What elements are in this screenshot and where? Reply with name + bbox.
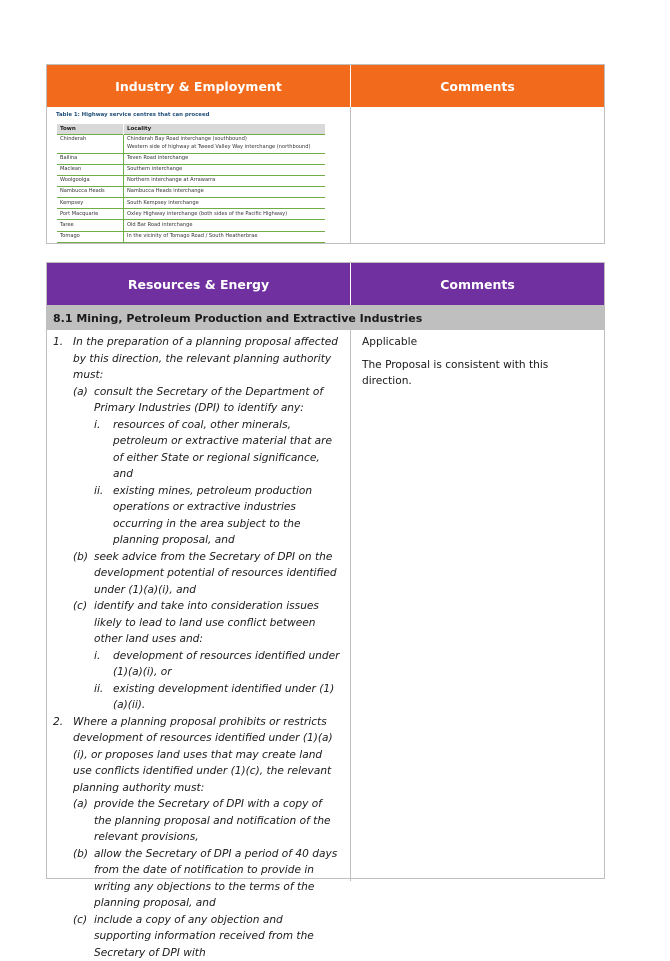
list-text: provide the Secretary of DPI with a copy of the planning proposal and notification of the relevant provisions, (94, 796, 342, 846)
list-text: In the preparation of a planning proposal affected by this direction, the relevant planning authority must: (73, 334, 342, 384)
list-marker: 1. (53, 334, 73, 384)
locality-line: South Kempsey interchange (127, 200, 322, 207)
highway-service-centres-figure (47, 107, 351, 243)
list-item (53, 648, 342, 681)
list-text: seek advice from the Secretary of DPI on the development potential of resources identified under (1)(a)(i), and (94, 549, 342, 599)
column-header-town: Town (57, 124, 124, 135)
locality-cell (124, 175, 326, 186)
industry-header-row (47, 65, 604, 107)
table-row (57, 175, 325, 186)
locality-cell (124, 209, 326, 220)
consistency-comment: The Proposal is consistent with this direction. (362, 357, 596, 390)
embedded-table-caption: Table 1: Highway service centres that can proceed (56, 112, 342, 118)
list-marker: i. (94, 648, 113, 681)
resources-comments-header: Comments (351, 263, 604, 305)
table-row (57, 153, 325, 164)
locality-line: Teven Road interchange (127, 155, 322, 162)
list-marker: ii. (94, 681, 113, 714)
table-row (57, 187, 325, 198)
list-marker: (a) (73, 384, 94, 417)
list-text: existing mines, petroleum production operations or extractive industries occurring in the area subject to the planning proposal, and (113, 483, 342, 549)
locality-cell (124, 198, 326, 209)
industry-comments-header: Comments (351, 65, 604, 107)
column-header-locality: Locality (124, 124, 326, 135)
industry-employment-table (46, 64, 605, 244)
resources-header-row (47, 263, 604, 305)
list-marker: ii. (94, 483, 113, 549)
list-text: resources of coal, other minerals, petroleum or extractive material that are of either State or regional significance, and (113, 417, 342, 483)
list-marker: (c) (73, 912, 94, 961)
town-cell: Chinderah (57, 135, 124, 154)
table-row (57, 164, 325, 175)
list-text: development of resources identified under (1)(a)(i), or (113, 648, 342, 681)
list-item (53, 714, 342, 797)
locality-cell (124, 220, 326, 231)
list-text: Where a planning proposal prohibits or restricts development of resources identified under (1)(a)(i), or proposes land uses that may create land use conflicts identified under (1)(c), the relevant planning authority must: (73, 714, 342, 797)
list-item (53, 846, 342, 912)
list-item (53, 384, 342, 417)
list-text: include a copy of any objection and supporting information received from the Secretary of DPI with (94, 912, 342, 961)
locality-line: Nambucca Heads interchange (127, 188, 322, 195)
table-row (57, 135, 325, 154)
town-cell: Tomago (57, 231, 124, 242)
industry-content-row (47, 107, 604, 243)
list-marker: (c) (73, 598, 94, 648)
resources-energy-table (46, 262, 605, 879)
list-item (53, 598, 342, 648)
industry-comments-cell (351, 107, 604, 243)
locality-line: Oxley Highway interchange (both sides of the Pacific Highway) (127, 211, 322, 218)
list-marker: (b) (73, 846, 94, 912)
list-marker: (b) (73, 549, 94, 599)
list-text: allow the Secretary of DPI a period of 40 days from the date of notification to provide in writing any objections to the terms of the planning proposal, and (94, 846, 342, 912)
table-row (57, 209, 325, 220)
list-item (53, 912, 342, 961)
town-cell: Ballina (57, 153, 124, 164)
direction-comments (351, 330, 604, 881)
locality-cell (124, 135, 326, 154)
locality-cell (124, 187, 326, 198)
list-item (53, 681, 342, 714)
town-cell: Woolgoolga (57, 175, 124, 186)
locality-line: Chinderah Bay Road interchange (southbound) (127, 136, 322, 143)
list-marker: (a) (73, 796, 94, 846)
locality-cell (124, 231, 326, 242)
list-item (53, 549, 342, 599)
town-cell: Maclean (57, 164, 124, 175)
list-text: consult the Secretary of the Department of Primary Industries (DPI) to identify any: (94, 384, 342, 417)
table-row (57, 220, 325, 231)
town-cell: Taree (57, 220, 124, 231)
table-row (57, 198, 325, 209)
industry-header-title: Industry & Employment (47, 65, 351, 107)
list-text: existing development identified under (1)(a)(ii). (113, 681, 342, 714)
list-item (53, 334, 342, 384)
direction-row (47, 330, 604, 881)
applicability-status: Applicable (362, 334, 596, 351)
locality-cell (124, 153, 326, 164)
locality-line: Old Bar Road interchange (127, 222, 322, 229)
town-cell: Kempsey (57, 198, 124, 209)
table-row (57, 231, 325, 242)
list-item (53, 417, 342, 483)
town-cell: Port Macquarie (57, 209, 124, 220)
town-cell: Nambucca Heads (57, 187, 124, 198)
resources-header-title: Resources & Energy (47, 263, 351, 305)
highway-service-centres-table (57, 124, 325, 243)
locality-line: In the vicinity of Tomago Road / South Heatherbrae (127, 233, 322, 240)
list-item (53, 796, 342, 846)
section-heading-8-1: 8.1 Mining, Petroleum Production and Extractive Industries (47, 305, 604, 330)
locality-line: Western side of highway at Tweed Valley Way interchange (northbound) (127, 144, 322, 151)
list-marker: 2. (53, 714, 73, 797)
direction-text (47, 330, 351, 881)
locality-cell (124, 164, 326, 175)
list-item (53, 483, 342, 549)
list-text: identify and take into consideration issues likely to lead to land use conflict between other land uses and: (94, 598, 342, 648)
locality-line: Southern interchange (127, 166, 322, 173)
list-marker: i. (94, 417, 113, 483)
locality-line: Northern interchange at Arrawarra (127, 177, 322, 184)
